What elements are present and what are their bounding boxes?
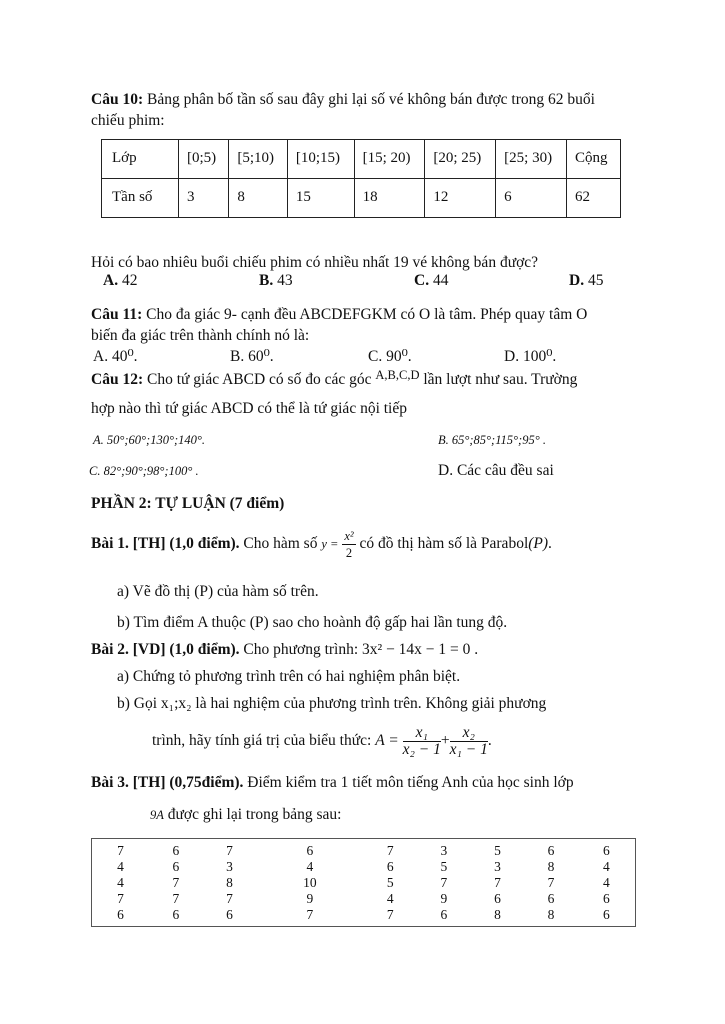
table-cell: 6 (494, 891, 501, 906)
table-cell: 6 (117, 907, 124, 922)
bai2-label: Bài 2. [VD] (1,0 điểm). (91, 641, 240, 658)
table-cell: 6 (496, 179, 567, 218)
table-cell: 7 (494, 875, 501, 890)
bai2-fraction-2: $\frac{\text{x₂}}{\text{x₁ − 1}}$ (449, 723, 488, 758)
table-cell: 5 (440, 859, 448, 874)
table-cell: 5 (386, 875, 394, 890)
q12-option-d: D. Các câu đều sai (438, 462, 554, 479)
table-cell: 6 (603, 891, 610, 906)
table-cell: 9 (440, 891, 448, 906)
frequency-table-header-row (102, 140, 621, 179)
table-cell: 5 (494, 843, 501, 858)
table-cell: 9 (306, 891, 314, 906)
table-cell: [25; 30) (496, 140, 567, 179)
bai2-item-b-line2: trình, hãy tính giá trị của biểu thức: A = $\frac{\text{x₁}}{\text{x₂ − 1}}$ + $\frac{\text{x₂}}{\text{x₁ − 1}}$ . (152, 723, 492, 758)
bai2-item-a: a) Chứng tỏ phương trình trên có hai nghiệm phân biệt. (117, 668, 461, 685)
table-cell: 6 (603, 907, 610, 922)
q10-option-b: B. 43 (259, 272, 293, 289)
table-row (92, 907, 636, 927)
q11-option-a: A. 40⁰. (93, 348, 138, 365)
table-cell: 6 (306, 843, 314, 858)
q11-line1: Câu 11: Cho đa giác 9- cạnh đều ABCDEFGKM có O là tâm. Phép quay tâm O (91, 306, 588, 323)
table-cell: 6 (440, 907, 448, 922)
frequency-table (101, 139, 621, 218)
table-cell: 4 (386, 891, 394, 906)
q10-question: Hỏi có bao nhiêu buổi chiếu phim có nhiều nhất 19 vé không bán được? (91, 254, 539, 271)
frequency-table-value-row (102, 179, 621, 218)
table-cell: 18 (354, 179, 425, 218)
table-cell: 7 (172, 891, 180, 906)
q11-label: Câu 11: (91, 306, 143, 323)
table-cell: 8 (494, 907, 501, 922)
q10-line1: Câu 10: Bảng phân bố tần số sau đây ghi lại số vé không bán được trong 62 buổi (91, 91, 595, 108)
table-cell: Cộng (566, 140, 620, 179)
table-cell: 4 (603, 859, 610, 874)
table-cell: Tần số (102, 179, 179, 218)
table-cell: 4 (306, 859, 314, 874)
q10-option-c: C. 44 (414, 272, 449, 289)
bai1-fraction: $\frac{\text{x²}}{2}$ (344, 528, 354, 560)
table-cell: 6 (172, 859, 180, 874)
q11-line2: biến đa giác trên thành chính nó là: (91, 327, 310, 344)
bai3-line1: Bài 3. [TH] (0,75điểm). Điểm kiểm tra 1 tiết môn tiếng Anh của học sinh lớp (91, 774, 574, 791)
table-cell: 8 (547, 859, 555, 874)
table-cell: Lớp (102, 140, 179, 179)
scores-table (91, 838, 636, 927)
q10-option-a: A. 42 (103, 272, 138, 289)
q11-option-b: B. 60⁰. (230, 348, 274, 365)
q11-option-c: C. 90⁰. (368, 348, 412, 365)
table-cell: 6 (603, 843, 610, 858)
q12-option-b: B. 65°;85°;115°;95° . (438, 433, 546, 447)
q12-option-c: C. 82°;90°;98°;100° . (89, 464, 199, 478)
bai2-line: Bài 2. [VD] (1,0 điểm). Cho phương trình: 3x² − 14x − 1 = 0 . (91, 641, 479, 658)
table-row (92, 875, 636, 891)
table-cell: 4 (117, 859, 124, 874)
q12-option-a: A. 50°;60°;130°;140°. (93, 433, 205, 447)
table-cell: 6 (226, 907, 233, 922)
bai1-label: Bài 1. [TH] (1,0 điểm). (91, 535, 240, 552)
bai1-line: Bài 1. [TH] (1,0 điểm). Cho hàm số y = $\frac{\text{x²}}{2}$ có đồ thị hàm số là Parabol(P). (91, 528, 552, 560)
table-cell: 6 (547, 891, 555, 906)
table-cell: 7 (386, 907, 394, 922)
bai3-line2: 9A được ghi lại trong bảng sau: (150, 806, 342, 823)
table-row (92, 839, 636, 860)
bai2-fraction-1: $\frac{\text{x₁}}{\text{x₂ − 1}}$ (402, 723, 441, 758)
table-cell: [20; 25) (425, 140, 496, 179)
table-cell: 7 (117, 891, 124, 906)
table-cell: 7 (306, 907, 314, 922)
table-cell: 7 (117, 843, 124, 858)
table-cell: 7 (226, 891, 233, 906)
table-cell: 8 (229, 179, 288, 218)
table-cell: 10 (303, 875, 317, 890)
table-cell: 7 (226, 843, 233, 858)
q12-angles: A,B,C,D (375, 368, 420, 382)
q12-line2: hợp nào thì tứ giác ABCD có thể là tứ giác nội tiếp (91, 400, 407, 417)
table-cell: 7 (440, 875, 448, 890)
q10-option-d: D. 45 (569, 272, 604, 289)
table-cell: 6 (172, 843, 180, 858)
table-cell: [5;10) (229, 140, 288, 179)
table-cell: 3 (494, 859, 501, 874)
table-row (92, 859, 636, 875)
part2-heading: PHẦN 2: TỰ LUẬN (7 điểm) (91, 495, 285, 512)
bai2-item-b-line1: b) Gọi x₁;x₂ là hai nghiệm của phương trình trên. Không giải phương (117, 695, 547, 712)
table-cell: 3 (179, 179, 229, 218)
table-row (92, 891, 636, 907)
table-cell: 3 (226, 859, 233, 874)
table-cell: [10;15) (287, 140, 354, 179)
table-cell: 8 (547, 907, 555, 922)
table-cell: 4 (603, 875, 610, 890)
table-cell: 7 (172, 875, 180, 890)
q11-option-d: D. 100⁰. (504, 348, 557, 365)
bai1-item-a: a) Vẽ đồ thị (P) của hàm số trên. (117, 583, 319, 600)
table-cell: [0;5) (179, 140, 229, 179)
table-cell: 8 (226, 875, 233, 890)
table-cell: 6 (547, 843, 555, 858)
table-cell: 7 (547, 875, 555, 890)
table-cell: 6 (172, 907, 180, 922)
q12-line1: Câu 12: Cho tứ giác ABCD có số đo các góc $^{A,B,C,D}$ lần lượt như sau. Trường (91, 368, 578, 388)
table-cell: 12 (425, 179, 496, 218)
bai1-item-b: b) Tìm điểm A thuộc (P) sao cho hoành độ gấp hai lần tung độ. (117, 614, 508, 631)
q10-label: Câu 10: (91, 91, 144, 108)
table-cell: 7 (386, 843, 394, 858)
table-cell: 15 (287, 179, 354, 218)
bai3-label: Bài 3. [TH] (0,75điểm). (91, 774, 244, 791)
table-cell: 3 (440, 843, 448, 858)
q10-line2: chiếu phim: (91, 112, 165, 129)
table-cell: [15; 20) (354, 140, 425, 179)
table-cell: 4 (117, 875, 124, 890)
table-cell: 62 (566, 179, 620, 218)
table-cell: 6 (386, 859, 394, 874)
q12-label: Câu 12: (91, 371, 144, 388)
